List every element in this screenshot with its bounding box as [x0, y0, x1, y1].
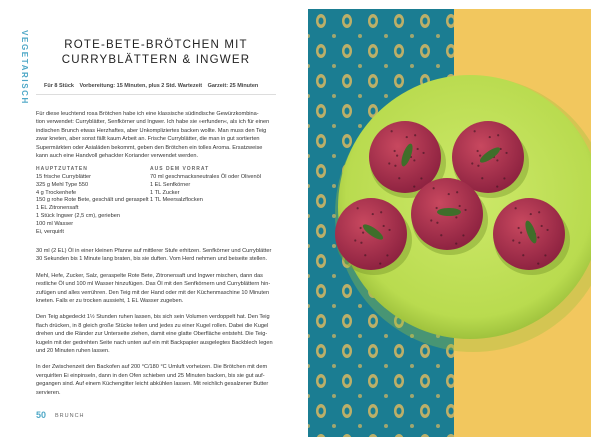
- pantry-item: 1 TL Meersalzflocken: [150, 197, 203, 204]
- step-line: drehen und die Ränder zur Unterseite ziehen, damit eine glatte Oberfläche entsteht. Die Teig-: [36, 331, 268, 338]
- intro-text: [36, 110, 278, 160]
- intro-line: zwar kneten, aber sonst fällt kaum Arbeit an. Frische Curryblätter, die man in gut sortierten: [36, 136, 260, 143]
- curry-leaf-garnish: [437, 208, 461, 216]
- recipe-meta: [44, 83, 274, 89]
- ingredient-item: 4 g Trockenhefe: [36, 189, 77, 196]
- category-label-text: VEGETARISCH: [19, 30, 29, 105]
- step-line: 30 Sekunden bis 1 Minute lang braten, bis sie duften. Vom Herd nehmen und beiseite stellen.: [36, 256, 268, 263]
- step-line: Den Teig abgedeckt 1½ Stunden ruhen lassen, bis sich sein Volumen verdoppelt hat. Den Teig: [36, 314, 270, 321]
- pantry-item: 1 EL Senfkörner: [150, 181, 191, 188]
- meta-prep: Vorbereitung: 15 Minuten, plus 2 Std. Wartezeit: [79, 83, 203, 89]
- step-line: zufügen und alles verrühren. Den Teig mit der Hand oder mit der Küchenmaschine 10 Minuten: [36, 289, 270, 296]
- ingredients-heading: HAUPTZUTATEN: [36, 166, 88, 172]
- meta-cook: Garzeit: 25 Minuten: [207, 83, 259, 89]
- ingredient-item: 1 EL Zitronensaft: [36, 205, 79, 212]
- ingredient-item: 15 frische Curryblätter: [36, 174, 92, 180]
- ingredient-item: Ei, verquirlt: [36, 228, 64, 235]
- intro-line: Supermärkten oder Asialäden bekommt, geben den Brötchen ein tolles Aroma. Ersatzweise: [36, 144, 263, 151]
- ingredients-list: [36, 174, 149, 236]
- pantry-item: 1 TL Zucker: [150, 189, 180, 196]
- step-line: gegangen sind. Auf einem Küchengitter leicht abkühlen lassen. Mit reichlich gesalzener Butter: [36, 381, 269, 388]
- step-line: verquirlten Ei einpinseln, dann in den Ofen schieben und 25 Minuten backen, bis sie gut auf-: [36, 372, 265, 379]
- step-line: und 20 Minuten ruhen lassen.: [36, 348, 110, 355]
- pantry-item: 70 ml geschmacksneutrales Öl oder Olivenöl: [150, 174, 261, 180]
- recipe-title: ROTE-BETE-BRÖTCHEN MIT CURRYBLÄTTERN & INGWER: [61, 39, 251, 66]
- ingredient-item: 1 Stück Ingwer (2,5 cm), gerieben: [36, 212, 120, 219]
- method-step: [36, 313, 278, 355]
- section-name: BRUNCH: [55, 413, 85, 419]
- method-steps: [36, 247, 278, 405]
- method-step: [36, 272, 278, 306]
- step-line: Mehl, Hefe, Zucker, Salz, geraspelte Rote Bete, Zitronensaft und Ingwer mischen, dann das: [36, 272, 263, 279]
- step-line: kugeln mit der gedrehten Seite nach unten auf ein mit Backpapier ausgelegtes Backblech legen: [36, 339, 273, 346]
- method-step: [36, 247, 278, 264]
- step-line: kneten. Falls er zu trocken aussieht, 1 EL Wasser zugeben.: [36, 298, 184, 305]
- page-number: 50: [36, 410, 47, 420]
- ingredient-item: 325 g Mehl Type 550: [36, 181, 89, 188]
- category-label: [10, 30, 29, 105]
- step-line: flach drücken, in 8 gleich große Stücke teilen und jedes zu einer Kugel rollen. Dabei die Kugel: [36, 322, 269, 329]
- step-line: 30 ml (2 EL) Öl in einer kleinen Pfanne auf mittlerer Stufe erhitzen. Senfkörner und Curryblätter: [36, 248, 272, 254]
- meta-yield: Für 8 Stück: [44, 83, 74, 89]
- ingredient-item: 150 g rohe Rote Bete, geschält und geraspelt: [36, 197, 149, 204]
- step-line: servieren.: [36, 389, 61, 396]
- divider: [36, 94, 276, 95]
- pantry-heading: AUS DEM VORRAT: [150, 166, 210, 172]
- pantry-list: [150, 174, 261, 205]
- step-line: restliche Öl und 100 ml Wasser hinzufügen. Das Öl mit den Senfkörnern und Curryblättern hin-: [36, 281, 271, 288]
- intro-line: tion verwendet: Curryblätter, Senfkörner und Ingwer. Ich habe sie »erfunden«, als ich für einen: [36, 119, 270, 126]
- food-photo: [308, 9, 591, 437]
- ingredient-item: 100 ml Wasser: [36, 220, 74, 227]
- step-line: In der Zwischenzeit den Backofen auf 200 °C/180 °C Umluft vorheizen. Die Brötchen mit dem: [36, 364, 268, 371]
- method-step: [36, 363, 278, 397]
- food-photo-illustration: [308, 9, 591, 437]
- intro-line: Für diese leuchtend rosa Brötchen habe ich eine klassische südindische Gewürzkombina-: [36, 111, 259, 117]
- intro-line: indischen Brunch etwas Herzhaftes, aber Unkompliziertes backen wollte. Man muss den Teig: [36, 127, 267, 134]
- intro-line: kann auch eine Handvoll gehackter Koriander verwendet werden.: [36, 153, 199, 160]
